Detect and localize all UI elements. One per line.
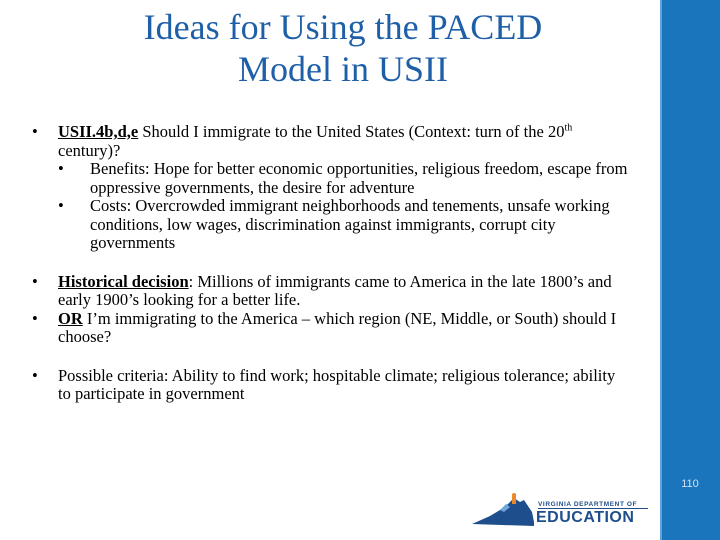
virginia-map-icon (470, 492, 536, 528)
sub-bullet-costs (32, 197, 632, 253)
slide-content (32, 123, 632, 404)
superscript-th: th (564, 122, 573, 134)
logo-small-text: VIRGINIA DEPARTMENT OF (538, 501, 638, 508)
bullet-dot: • (32, 365, 38, 385)
slide-title (0, 6, 686, 90)
or-text: I’m immigrating to the America – which region (NE, Middle, or South) should I choose? (58, 308, 617, 346)
bullet-dot: • (32, 308, 38, 328)
standard-label: USII.4b,d,e (58, 122, 139, 141)
bullet-dot: • (32, 271, 38, 291)
bullet-historical-decision (32, 273, 632, 310)
historical-decision-text: : Millions of immigrants came to America in the late 1800’s and early 1900’s looking for a better life. (58, 271, 612, 309)
title-line-1: Ideas for Using the PACED (143, 7, 543, 47)
bullet-dot: • (58, 159, 64, 178)
criteria-text: Possible criteria: Ability to find work; hospitable climate; religious tolerance; ability to participate in government (58, 365, 616, 403)
vdoe-logo (470, 492, 655, 530)
logo-big-text: EDUCATION (536, 509, 635, 526)
bullet-criteria (32, 367, 632, 404)
title-line-2: Model in USII (238, 49, 448, 89)
bullet-dot: • (32, 122, 38, 141)
costs-text: Costs: Overcrowded immigrant neighborhoods and tenements, unsafe working conditions, low wages, discrimination against immigrants, corrupt city governments (90, 196, 610, 252)
bullet-standard (32, 123, 632, 160)
standard-text: Should I immigrate to the United States (Context: turn of the 20 (138, 122, 565, 141)
bullet-or (32, 310, 632, 347)
standard-text-end: century)? (58, 140, 121, 160)
historical-decision-label: Historical decision (58, 271, 189, 291)
sub-bullet-benefits (32, 160, 632, 197)
bullet-dot: • (58, 196, 64, 215)
or-label: OR (58, 308, 83, 328)
page-number: 110 (681, 478, 699, 490)
benefits-text: Benefits: Hope for better economic opportunities, religious freedom, escape from oppressive governments, the desire for adventure (90, 159, 628, 197)
